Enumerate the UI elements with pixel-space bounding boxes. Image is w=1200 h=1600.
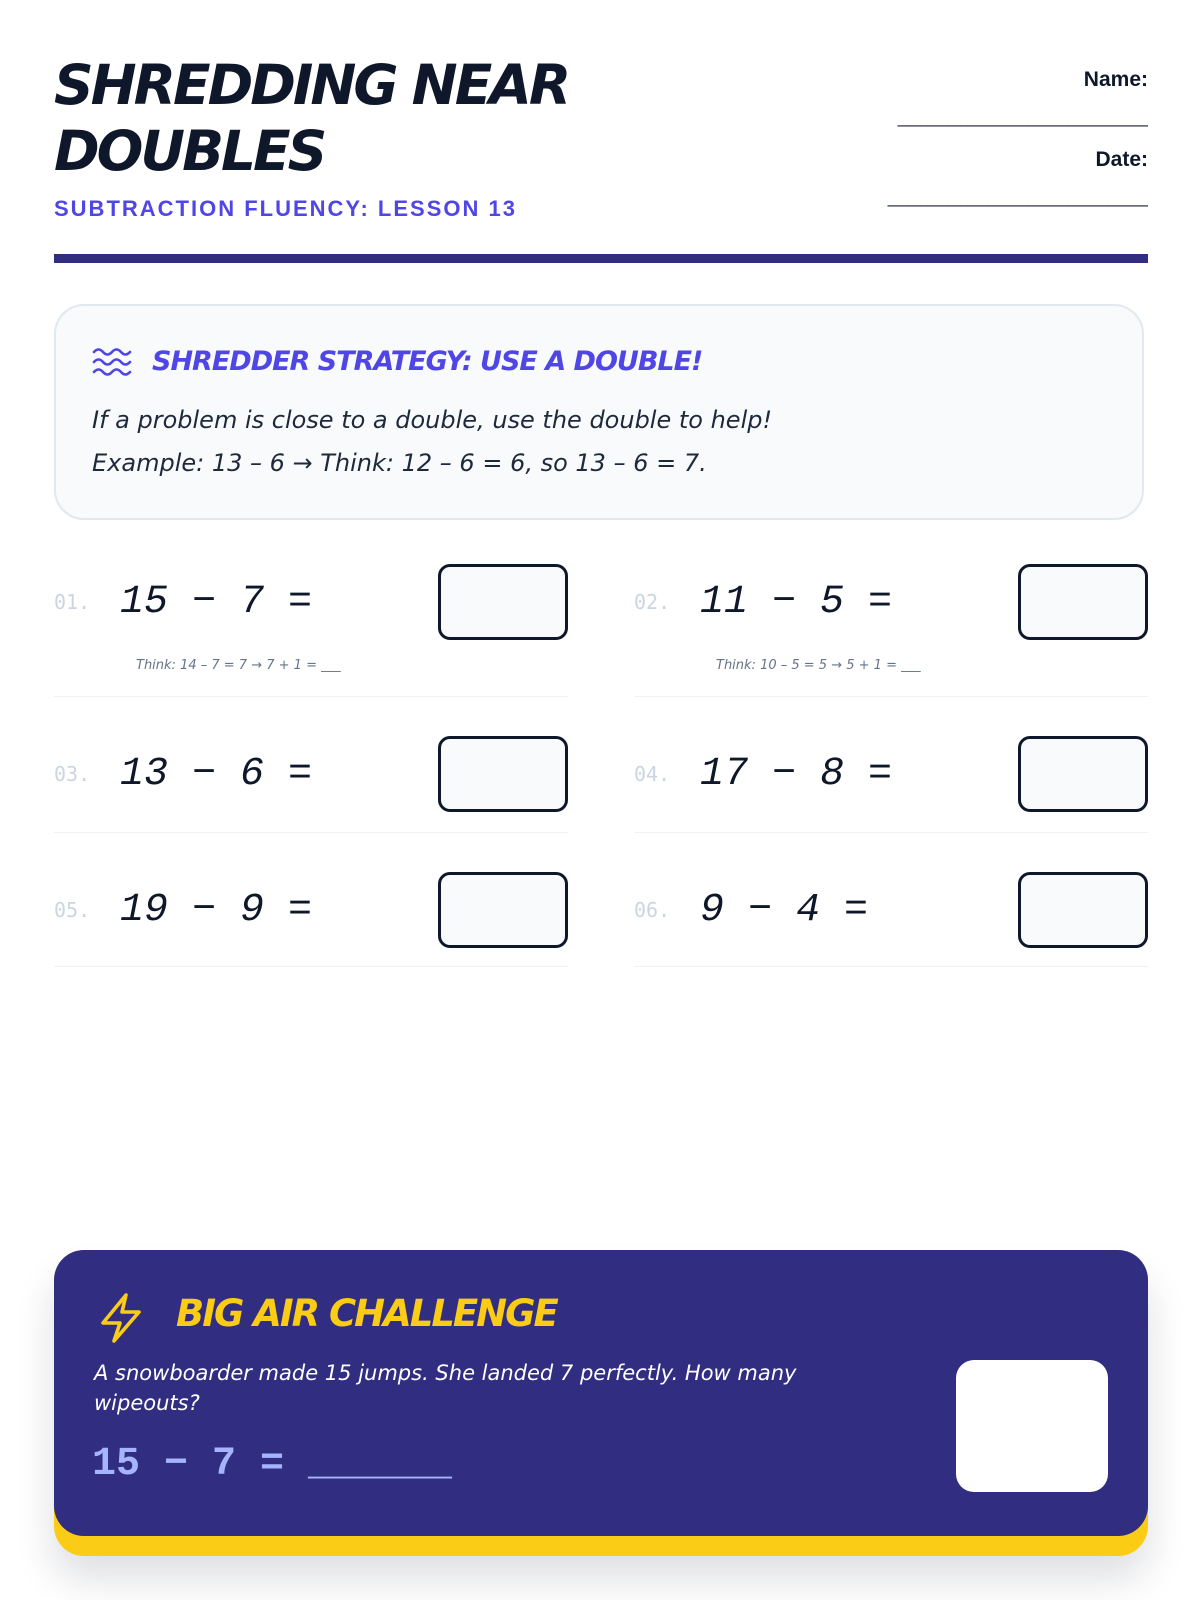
problem-item — [54, 870, 568, 967]
header-divider — [54, 254, 1148, 263]
problem-number: 03. — [54, 762, 91, 786]
answer-box[interactable] — [1018, 564, 1148, 640]
problem-item — [54, 734, 568, 833]
answer-box[interactable] — [438, 564, 568, 640]
problem-expression: 11 − 5 = — [700, 580, 893, 625]
problem-expression: 15 − 7 = — [120, 580, 313, 625]
page-title: SHREDDING NEAR DOUBLES — [54, 53, 569, 183]
date-field[interactable]: __________________________ — [887, 187, 1148, 207]
strategy-heading — [92, 346, 702, 377]
challenge-card — [54, 1250, 1148, 1536]
problem-item — [54, 562, 568, 697]
problem-item — [634, 870, 1148, 967]
problem-number: 04. — [634, 762, 671, 786]
waves-icon — [92, 347, 132, 377]
problem-number: 05. — [54, 898, 91, 922]
worksheet-page — [54, 0, 1148, 1600]
answer-box[interactable] — [438, 736, 568, 812]
problem-hint: Think: 14 – 7 = 7 → 7 + 1 = ___ — [136, 658, 341, 673]
problem-expression: 19 − 9 = — [120, 888, 313, 933]
name-label: Name: — [1083, 68, 1148, 91]
challenge-answer-box[interactable] — [956, 1360, 1108, 1492]
problem-expression: 13 − 6 = — [120, 752, 313, 797]
name-field[interactable]: _________________________ — [897, 107, 1148, 127]
problem-hint: Think: 10 – 5 = 5 → 5 + 1 = ___ — [716, 658, 921, 673]
answer-box[interactable] — [1018, 872, 1148, 948]
problem-expression: 17 − 8 = — [700, 752, 893, 797]
strategy-box — [54, 304, 1144, 520]
strategy-title: SHREDDER STRATEGY: USE A DOUBLE! — [152, 346, 703, 377]
date-label: Date: — [1095, 148, 1148, 171]
answer-box[interactable] — [1018, 736, 1148, 812]
problem-number: 01. — [54, 590, 91, 614]
challenge-question: A snowboarder made 15 jumps. She landed 7 perfectly. How many wipeouts? — [94, 1361, 797, 1415]
challenge-expression: 15 − 7 = ______ — [92, 1442, 453, 1487]
problem-item — [634, 562, 1148, 697]
answer-box[interactable] — [438, 872, 568, 948]
problem-expression: 9 − 4 = — [700, 888, 869, 933]
strategy-example: Example: 13 – 6 → Think: 12 – 6 = 6, so 13 – 6 = 7. — [92, 449, 707, 477]
strategy-tip: If a problem is close to a double, use the double to help! — [92, 406, 773, 434]
problem-item — [634, 734, 1148, 833]
name-date-block — [818, 68, 1148, 228]
problem-number: 02. — [634, 590, 671, 614]
problem-number: 06. — [634, 898, 671, 922]
page-subtitle: SUBTRACTION FLUENCY: LESSON 13 — [54, 196, 517, 221]
lightning-bolt-icon — [96, 1292, 146, 1344]
challenge-title: BIG AIR CHALLENGE — [176, 1292, 557, 1335]
